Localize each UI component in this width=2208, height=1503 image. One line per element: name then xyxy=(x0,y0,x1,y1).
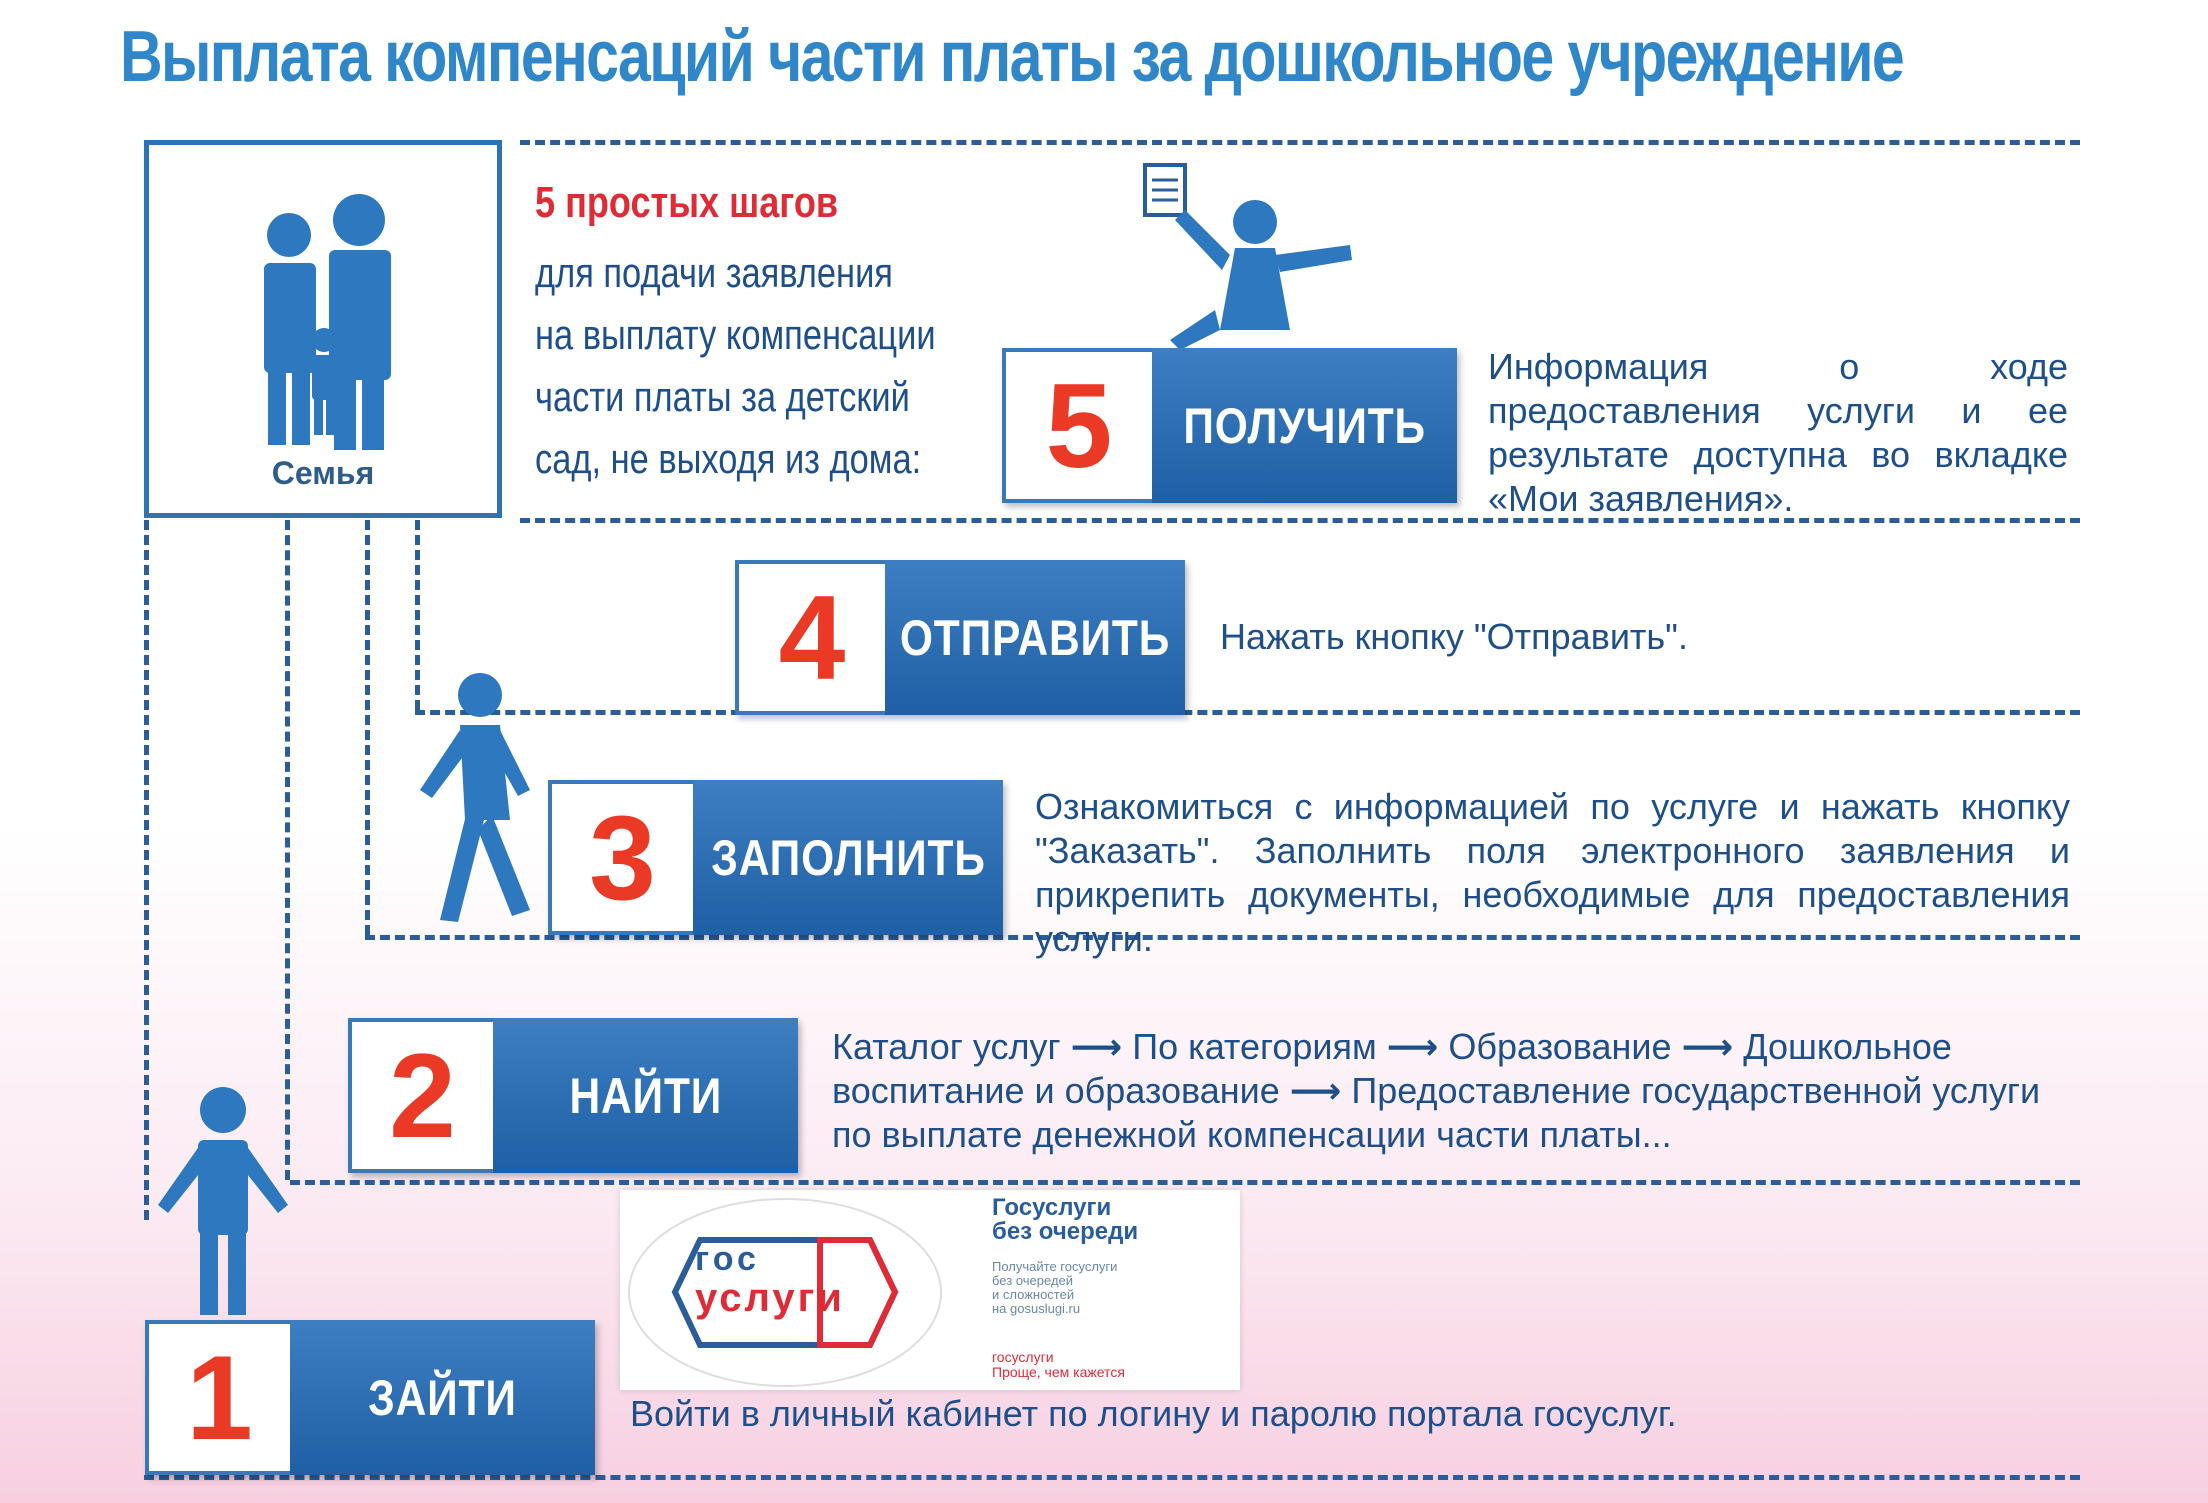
step-1-label-text: ЗАЙТИ xyxy=(368,1369,517,1426)
step-4-label xyxy=(885,560,1185,715)
step-3-description xyxy=(1035,785,2070,961)
intro-line: для подачи заявления xyxy=(535,249,893,296)
step-5 xyxy=(1002,348,1457,503)
gosuslugi-logo-bottom: услуги xyxy=(695,1276,845,1320)
step-5-description-text: Информация о ходе предоставления услуги и ее результате доступна во вкладке «Мои заявления». xyxy=(1488,346,2068,519)
step-3-label xyxy=(693,780,1003,935)
arrow-right-icon: ⟶ xyxy=(1070,1026,1133,1067)
step-1 xyxy=(145,1320,595,1475)
intro-line: части платы за детский xyxy=(535,373,910,420)
step-3 xyxy=(548,780,1003,935)
connector-top xyxy=(520,140,2080,145)
step-2-path-item: По категориям xyxy=(1132,1026,1377,1067)
walking-figure-icon xyxy=(400,670,550,930)
step-1-description xyxy=(630,1392,1730,1436)
family-box xyxy=(144,140,502,518)
standing-figure-icon xyxy=(148,1085,298,1315)
intro-line: на выплату компенсации xyxy=(535,311,936,358)
step-3-description-text: Ознакомиться с информацией по услуге и нажать кнопку "Заказать". Заполнить поля электронного заявления и прикрепить документы, необходимые для предоставления услуги. xyxy=(1035,786,2070,959)
arrow-right-icon: ⟶ xyxy=(1289,1070,1352,1111)
gosuslugi-footer: госуслуги Проще, чем кажется xyxy=(992,1349,1125,1380)
connector-left-2 xyxy=(285,520,290,1180)
step-4 xyxy=(735,560,1185,715)
intro-highlight: 5 простых шагов xyxy=(535,178,839,227)
step-1-number: 1 xyxy=(145,1320,290,1475)
gosuslugi-headline: Госуслуги без очереди xyxy=(992,1194,1139,1245)
step-4-number: 4 xyxy=(735,560,885,715)
step-2-number: 2 xyxy=(348,1018,493,1173)
step-2-path-item: Предоставление государственной услуги по выплате денежной компенсации части платы... xyxy=(832,1070,2041,1155)
family-icon xyxy=(244,185,424,455)
step-2-path-item: Образование xyxy=(1448,1026,1672,1067)
connector-step4-bottom xyxy=(415,710,2080,715)
page-title: Выплата компенсаций части платы за дошкольное учреждение xyxy=(120,17,1904,97)
connector-left-3 xyxy=(365,520,370,935)
family-label: Семья xyxy=(271,455,375,491)
step-5-label-text: ПОЛУЧИТЬ xyxy=(1183,397,1426,454)
arrow-right-icon: ⟶ xyxy=(1681,1026,1744,1067)
step-3-number: 3 xyxy=(548,780,693,935)
intro-line: сад, не выходя из дома: xyxy=(535,435,922,482)
figure-holding-document-icon xyxy=(1140,160,1360,350)
step-2-path-item: Дошкольное воспитание и образование xyxy=(832,1026,1952,1111)
step-4-description-text: Нажать кнопку "Отправить". xyxy=(1220,616,1688,657)
step-2-label-text: НАЙТИ xyxy=(569,1067,722,1124)
step-3-label-text: ЗАПОЛНИТЬ xyxy=(710,829,986,886)
step-2 xyxy=(348,1018,798,1173)
step-1-description-text: Войти в личный кабинет по логину и паролю портала госуслуг. xyxy=(630,1393,1677,1434)
arrow-right-icon: ⟶ xyxy=(1386,1026,1449,1067)
intro-text xyxy=(535,242,961,490)
connector-step2-bottom xyxy=(290,1180,2080,1185)
step-2-label xyxy=(493,1018,798,1173)
step-5-number: 5 xyxy=(1002,348,1152,503)
gosuslugi-badge xyxy=(620,1190,1240,1390)
step-5-label xyxy=(1152,348,1457,503)
step-5-description xyxy=(1488,345,2068,521)
step-2-description xyxy=(832,1025,2072,1157)
gosuslugi-logo-top: гос xyxy=(695,1240,760,1278)
step-1-label xyxy=(290,1320,595,1475)
connector-step1-bottom xyxy=(144,1475,2080,1480)
step-4-description xyxy=(1220,615,1820,659)
gosuslugi-small-text: Получайте госуслуги без очередей и сложностей на gosuslugi.ru xyxy=(992,1259,1118,1316)
step-2-path-item: Каталог услуг xyxy=(832,1026,1061,1067)
gosuslugi-logo xyxy=(628,1198,942,1387)
step-4-label-text: ОТПРАВИТЬ xyxy=(899,609,1171,666)
